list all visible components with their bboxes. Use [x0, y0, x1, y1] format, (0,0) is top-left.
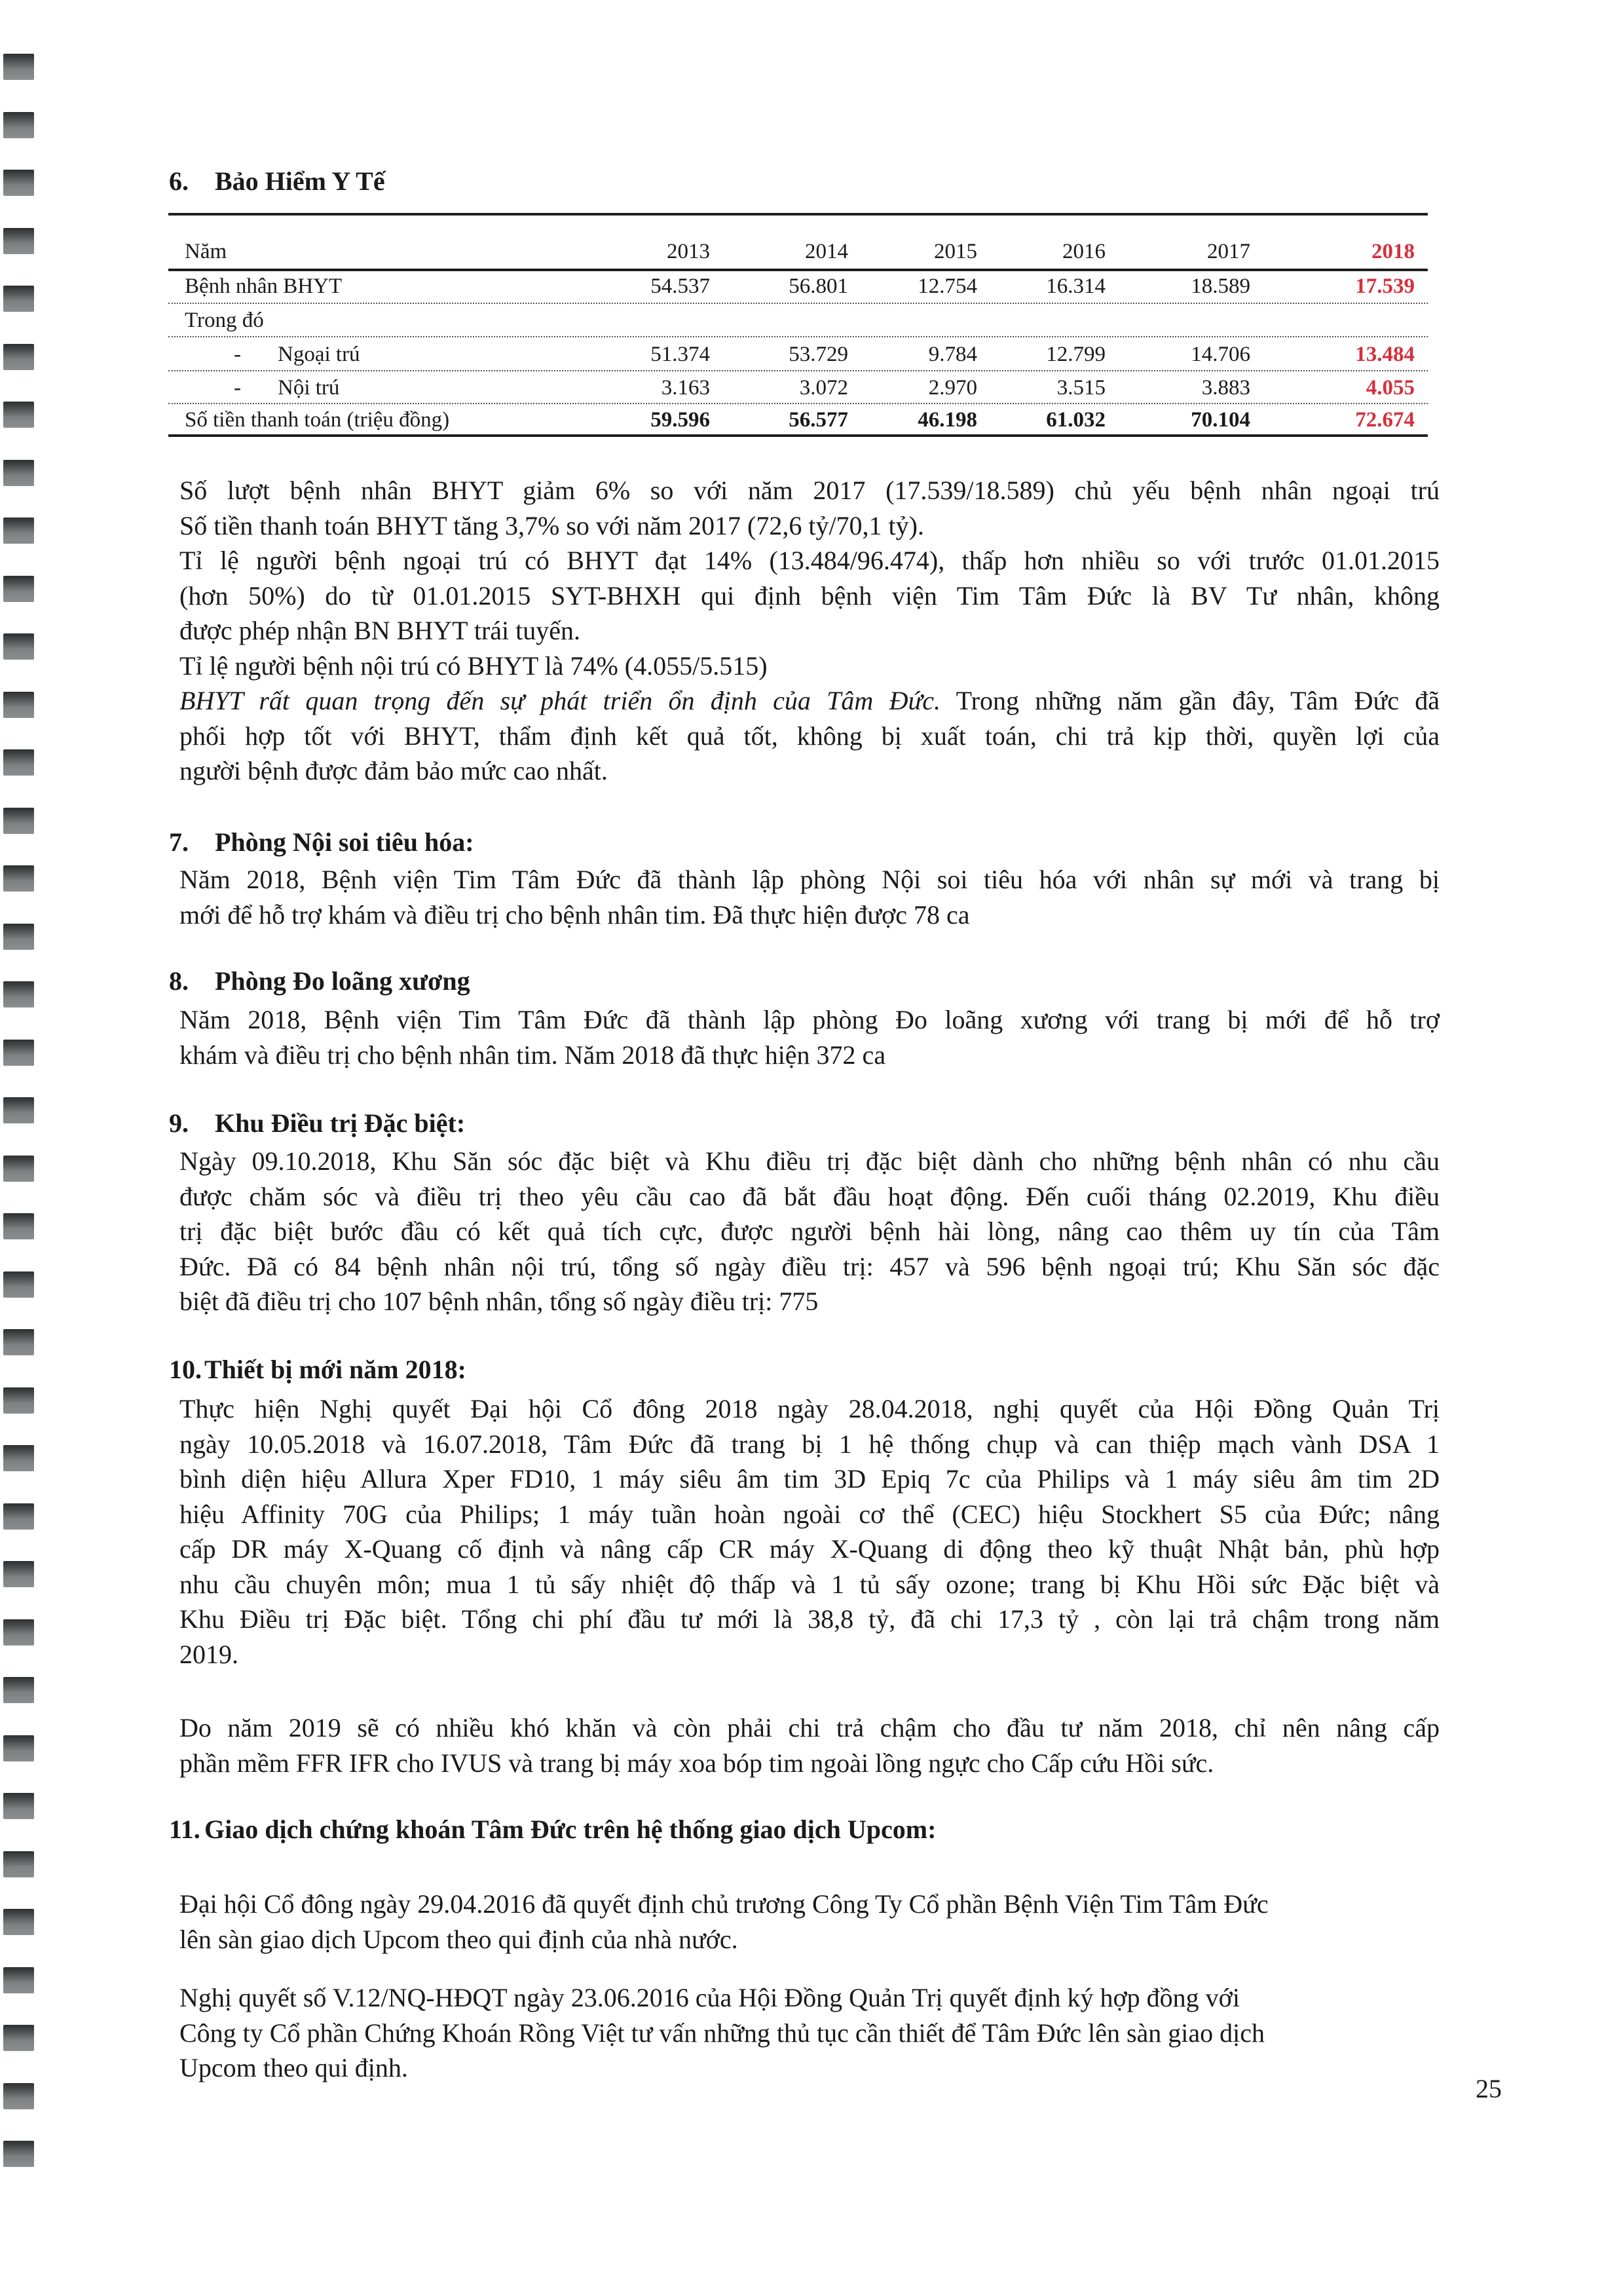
table-cell: 3.072 [799, 376, 848, 400]
table-row-label: Ngoại trú [278, 343, 360, 366]
body-line: được phép nhận BN BHYT trái tuyến. [179, 616, 580, 645]
table-cell: 46.198 [918, 408, 977, 432]
table-header-rule [168, 269, 1428, 271]
binder-hole [3, 924, 34, 950]
binder-hole [3, 1329, 34, 1355]
body-line: bình diện hiệu Allura Xper FD10, 1 máy siêu âm tim 3D Epiq 7c của Philips và 1 máy siêu âm tim 2D [179, 1464, 1440, 1494]
body-line: hiệu Affinity 70G của Philips; 1 máy tuần hoàn ngoài cơ thể (CEC) hiệu Stockhert S5 của Đức; nâng [179, 1499, 1440, 1529]
body-line: mới để hỗ trợ khám và điều trị cho bệnh nhân tim. Đã thực hiện được 78 ca [179, 899, 970, 930]
section-number: 9. [169, 1108, 189, 1138]
table-cell: 56.577 [789, 408, 848, 432]
body-line: Thực hiện Nghị quyết Đại hội Cổ đông 2018 ngày 28.04.2018, nghị quyết của Hội Đồng Quản Trị [179, 1394, 1440, 1423]
body-line: trị đặc biệt bước đầu có kết quả tích cực, được người bệnh hài lòng, nâng cao thêm uy tín của Tâm [179, 1216, 1440, 1246]
table-cell: 51.374 [650, 343, 710, 366]
binder-hole [3, 865, 34, 892]
table-cell: 18.589 [1191, 274, 1250, 298]
binder-hole [3, 344, 34, 370]
table-cell: 53.729 [789, 343, 848, 366]
binder-hole [3, 808, 34, 834]
table-cell: 2.970 [928, 376, 977, 400]
binder-hole [3, 1040, 34, 1066]
section-7-body [179, 862, 1440, 932]
section-number: 11. [169, 1815, 200, 1844]
body-line: Số lượt bệnh nhân BHYT giảm 6% so với năm 2017 (17.539/18.589) chủ yếu bệnh nhân ngoại trú [179, 476, 1440, 505]
section-10-followup [179, 1710, 1440, 1780]
binder-hole [3, 692, 34, 718]
table-cell: 17.539 [1355, 274, 1415, 298]
binder-hole [3, 1445, 34, 1471]
section-11-para-1 [179, 1887, 1440, 1957]
section-10-heading [169, 1353, 466, 1386]
body-line: Đại hội Cổ đông ngày 29.04.2016 đã quyết định chủ trương Công Ty Cổ phần Bệnh Viện Tim Tâm Đức [179, 1889, 1269, 1919]
body-line: phối hợp tốt với BHYT, thẩm định kết quả tốt, không bị xuất toán, chi trả kịp thời, quyền lợi của [179, 721, 1440, 751]
table-row-label: Nội trú [278, 376, 340, 400]
body-text: Trong những năm gần đây, Tâm Đức đã [941, 686, 1440, 715]
table-cell: 54.537 [650, 274, 710, 298]
body-line [179, 683, 1440, 719]
binder-hole [3, 2025, 34, 2051]
binder-hole [3, 2141, 34, 2167]
section-title: Khu Điều trị Đặc biệt: [215, 1108, 466, 1138]
body-line: Năm 2018, Bệnh viện Tim Tâm Đức đã thành lập phòng Đo loãng xương với trang bị mới để hỗ trợ [179, 1005, 1440, 1034]
binder-hole [3, 1213, 34, 1239]
section-9-body [179, 1144, 1440, 1319]
body-line: Đức. Đã có 84 bệnh nhân nội trú, tổng số ngày điều trị: 457 và 596 bệnh ngoại trú; Khu Săn sóc đặc [179, 1251, 1440, 1281]
binder-hole [3, 112, 34, 138]
binder-hole [3, 749, 34, 776]
binder-hole [3, 1097, 34, 1123]
section-11-para-2 [179, 1980, 1440, 2086]
body-line: cấp DR máy X-Quang cố định và nâng cấp CR máy X-Quang di động theo kỹ thuật Nhật bản, phù hợp [179, 1534, 1440, 1564]
table-bottom-rule [168, 434, 1428, 437]
body-line: Nghị quyết số V.12/NQ-HĐQT ngày 23.06.2016 của Hội Đồng Quản Trị quyết định ký hợp đồng với [179, 1983, 1240, 2012]
emphasis-text: BHYT rất quan trọng đến sự phát triển ổn định của Tâm Đức. [179, 686, 941, 715]
table-header-year: 2014 [805, 240, 848, 263]
body-line: Khu Điều trị Đặc biệt. Tổng chi phí đầu tư mới là 38,8 tỷ, đã chi 17,3 tỷ , còn lại trả chậm trong năm [179, 1604, 1440, 1634]
body-line: Tỉ lệ người bệnh nội trú có BHYT là 74% (4.055/5.515) [179, 650, 768, 681]
table-row-label: Số tiền thanh toán (triệu đồng) [185, 408, 450, 432]
body-line: Ngày 09.10.2018, Khu Săn sóc đặc biệt và Khu điều trị đặc biệt dành cho những bệnh nhân có nhu cầu [179, 1146, 1440, 1176]
table-cell: 14.706 [1191, 343, 1250, 366]
table-cell: 12.799 [1046, 343, 1106, 366]
body-line: (hơn 50%) do từ 01.01.2015 SYT-BHXH qui định bệnh viện Tim Tâm Đức là BV Tư nhân, không [179, 580, 1440, 611]
section-title: Giao dịch chứng khoán Tâm Đức trên hệ thống giao dịch Upcom: [204, 1815, 937, 1844]
section-number: 7. [169, 827, 189, 857]
body-line: Do năm 2019 sẽ có nhiều khó khăn và còn phải chi trả chậm cho đầu tư năm 2018, chỉ nên nâng cấp [179, 1713, 1440, 1742]
table-cell: 56.801 [789, 274, 848, 298]
body-line: phần mềm FFR IFR cho IVUS và trang bị máy xoa bóp tim ngoài lồng ngực cho Cấp cứu Hồi sức. [179, 1748, 1214, 1778]
page-number: 25 [1476, 2074, 1502, 2103]
body-line: Tỉ lệ người bệnh ngoại trú có BHYT đạt 14% (13.484/96.474), thấp hơn nhiều so với trước 01.01.2015 [179, 546, 1440, 575]
binder-hole [3, 1967, 34, 1993]
body-line: biệt đã điều trị cho 107 bệnh nhân, tổng số ngày điều trị: 775 [179, 1287, 819, 1316]
body-line: Công ty Cổ phần Chứng Khoán Rồng Việt tư vấn những thủ tục cần thiết để Tâm Đức lên sàn giao dịch [179, 2018, 1265, 2048]
binder-hole [3, 1735, 34, 1761]
section-11-heading [169, 1813, 936, 1846]
section-6-body [179, 473, 1440, 789]
table-header-year: 2013 [667, 240, 710, 263]
table-cell: 4.055 [1366, 376, 1415, 400]
binder-hole [3, 286, 34, 312]
table-header-year: 2017 [1207, 240, 1250, 263]
table-cell: 61.032 [1046, 408, 1106, 432]
section-title: Bảo Hiểm Y Tế [215, 166, 385, 196]
table-top-rule [168, 213, 1428, 216]
table-cell: 59.596 [650, 408, 710, 432]
table-cell: 70.104 [1191, 408, 1250, 432]
section-title: Thiết bị mới năm 2018: [204, 1355, 466, 1384]
body-line: nhu cầu chuyên môn; mua 1 tủ sấy nhiệt độ thấp và 1 tủ sấy ozone; trang bị Khu Hồi sức Đặc biệt và [179, 1569, 1440, 1599]
table-cell: 72.674 [1355, 408, 1415, 432]
table-row-divider [168, 303, 1428, 304]
table-header-year: 2018 [1371, 240, 1415, 263]
binder-hole [3, 170, 34, 196]
binder-hole [3, 1503, 34, 1530]
binder-hole [3, 1909, 34, 1935]
section-title: Phòng Nội soi tiêu hóa: [215, 827, 474, 857]
binder-hole [3, 2083, 34, 2109]
binder-hole [3, 1271, 34, 1298]
binder-hole [3, 1793, 34, 1819]
body-line: Năm 2018, Bệnh viện Tim Tâm Đức đã thành lập phòng Nội soi tiêu hóa với nhân sự mới và trang bị [179, 865, 1440, 894]
binder-hole [3, 1677, 34, 1703]
table-row-divider [168, 370, 1428, 371]
table-cell: 12.754 [918, 274, 977, 298]
binder-hole [3, 518, 34, 544]
table-header-year: 2016 [1062, 240, 1106, 263]
table-header-year: 2015 [934, 240, 977, 263]
table-row-label: Bệnh nhân BHYT [185, 274, 343, 298]
binder-hole [3, 460, 34, 486]
section-number: 8. [169, 966, 189, 996]
table-cell: 3.163 [661, 376, 710, 400]
section-number: 10. [169, 1355, 202, 1384]
section-9-heading [169, 1107, 465, 1140]
binder-hole [3, 402, 34, 428]
table-row-bullet: - [234, 376, 241, 400]
binder-hole [3, 1156, 34, 1182]
table-cell: 3.515 [1056, 376, 1106, 400]
binder-hole [3, 981, 34, 1007]
body-line: 2019. [179, 1639, 238, 1669]
binder-hole [3, 1561, 34, 1587]
table-row-bullet: - [234, 343, 241, 366]
table-cell: 3.883 [1201, 376, 1250, 400]
binder-hole [3, 633, 34, 660]
binder-hole [3, 54, 34, 80]
body-line: Upcom theo qui định. [179, 2053, 408, 2082]
table-row-divider [168, 403, 1428, 404]
body-line: Số tiền thanh toán BHYT tăng 3,7% so với năm 2017 (72,6 tỷ/70,1 tỷ). [179, 510, 924, 540]
section-8-heading [169, 965, 470, 998]
binder-hole [3, 1387, 34, 1414]
section-8-body [179, 1002, 1440, 1072]
body-line: lên sàn giao dịch Upcom theo qui định của nhà nước. [179, 1924, 738, 1954]
bhyt-table [168, 213, 1428, 436]
section-6-heading [169, 165, 385, 198]
table-cell: 16.314 [1046, 274, 1106, 298]
binder-hole [3, 1619, 34, 1646]
table-header-label: Năm [185, 240, 227, 263]
binder-hole [3, 228, 34, 254]
body-line: được chăm sóc và điều trị theo yêu cầu cao đã bắt đầu hoạt động. Đến cuối tháng 02.2019, Khu điều [179, 1181, 1440, 1211]
table-row-divider [168, 336, 1428, 337]
table-row-label: Trong đó [185, 309, 264, 332]
section-10-body [179, 1391, 1440, 1672]
section-number: 6. [169, 166, 189, 196]
body-line: ngày 10.05.2018 và 16.07.2018, Tâm Đức đã trang bị 1 hệ thống chụp và can thiệp mạch vành DSA 1 [179, 1429, 1440, 1459]
section-7-heading [169, 826, 474, 859]
table-cell: 9.784 [928, 343, 977, 366]
table-cell: 13.484 [1355, 343, 1415, 366]
binder-hole [3, 1851, 34, 1877]
binder-hole [3, 576, 34, 602]
body-line: khám và điều trị cho bệnh nhân tim. Năm 2018 đã thực hiện 372 ca [179, 1040, 886, 1070]
section-title: Phòng Đo loãng xương [215, 966, 470, 996]
body-line: người bệnh được đảm bảo mức cao nhất. [179, 756, 608, 785]
